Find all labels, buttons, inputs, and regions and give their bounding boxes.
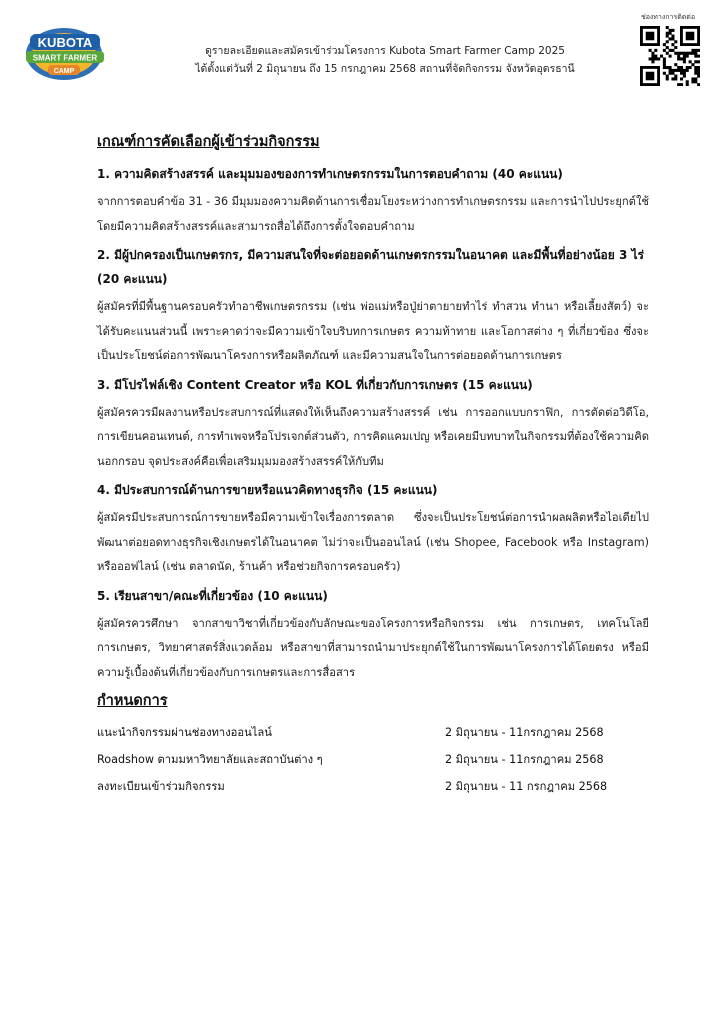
svg-text:KUBOTA: KUBOTA: [37, 35, 93, 50]
criteria-item: [97, 584, 649, 686]
criteria-body: ผู้สมัครมีประสบการณ์การขายหรือมีความเข้าใจเรื่องการตลาด ซึ่งจะเป็นประโยชน์ต่อการนำผลผลิตหรือไอเดียไปพัฒนาต่อยอดทางธุรกิจเชิงเกษตรได้ในอนาคต ไม่ว่าจะเป็นออนไลน์ (เช่น Shopee, Facebook หรือ Instagram) หรือออฟไลน์ (เช่น ตลาดนัด, ร้านค้า หรือช่วยกิจการครอบครัว): [97, 511, 649, 573]
svg-text:CAMP: CAMP: [53, 68, 75, 75]
criteria-heading: 4. มีประสบการณ์ด้านการขายหรือแนวคิดทางธุรกิจ (15 คะแนน): [97, 483, 438, 497]
criteria-body: ผู้สมัครที่มีพื้นฐานครอบครัวทำอาชีพเกษตรกรรม (เช่น พ่อแม่หรือปู่ย่าตายายทำไร่ ทำสวน ทำนา หรือเลี้ยงสัตว์) จะได้รับคะแนนส่วนนี้ เพราะคาดว่าจะมีความเข้าใจบริบทการเกษตร ความท้าทาย และโอกาสต่าง ๆ ที่เกี่ยวข้อง ซึ่งจะเป็นประโยชน์ต่อการพัฒนาโครงการหรือผลิตภัณฑ์ และมีความสนใจในการต่อยอดด้านการเกษตร: [97, 300, 649, 362]
criteria-heading: 2. มีผู้ปกครองเป็นเกษตรกร, มีความสนใจที่จะต่อยอดด้านเกษตรกรรมในอนาคต และมีพื้นที่อย่างน้อย 3 ไร่ (20 คะแนน): [97, 248, 644, 286]
header-line-2: ได้ตั้งแต่วันที่ 2 มิถุนายน ถึง 15 กรกฎาคม 2568 สถานที่จัดกิจกรรม จังหวัดอุดรธานี: [195, 63, 575, 75]
criteria-item: [97, 243, 649, 369]
criteria-body: ผู้สมัครควรมีผลงานหรือประสบการณ์ที่แสดงให้เห็นถึงความสร้างสรรค์ เช่น การออกแบบกราฟิก, การตัดต่อวิดีโอ, การเขียนคอนเทนต์, การทำเพจหรือโปรเจกต์ส่วนตัว, การคิดแคมเปญ หรือเคยมีบทบาทในกิจกรรมที่ต้องใช้ความคิดนอกกรอบ จุดประสงค์คือเพื่อเสริมมุมมองสร้างสรรค์ให้กับทีม: [97, 405, 649, 468]
schedule-row: [97, 746, 649, 773]
criteria-body: จากการตอบคำข้อ 31 - 36 มีมุมมองความคิดด้านการเชื่อมโยงระหว่างการทำเกษตรกรรม และการนำไปประยุกต์ใช้โดยมีความคิดสร้างสรรค์และสามารถสื่อได้ถึงการตั้งใจตอบคำถาม: [97, 195, 649, 233]
qr-code-icon[interactable]: [640, 26, 700, 86]
schedule-activity: แนะนำกิจกรรมผ่านช่องทางออนไลน์: [97, 726, 272, 739]
schedule-activity: ลงทะเบียนเข้าร่วมกิจกรรม: [97, 780, 225, 793]
schedule-row: [97, 719, 649, 746]
criteria-heading: 5. เรียนสาขา/คณะที่เกี่ยวข้อง (10 คะแนน): [97, 588, 328, 603]
criteria-body: ผู้สมัครควรศึกษา จากสาขาวิชาที่เกี่ยวข้องกับลักษณะของโครงการหรือกิจกรรม เช่น การเกษตร, เทคโนโลยีการเกษตร, วิทยาศาสตร์สิ่งแวดล้อม หรือสาขาที่สามารถนำมาประยุกต์ใช้ในการพัฒนาโครงการได้โดยตรง หรือมีความรู้เบื้องต้นที่เกี่ยวข้องกับการเกษตรและการสื่อสาร: [97, 616, 649, 679]
criteria-title: เกณฑ์การคัดเลือกผู้เข้าร่วมกิจกรรม: [97, 134, 320, 150]
schedule-date: 2 มิถุนายน - 11กรกฎาคม 2568: [445, 726, 604, 739]
schedule-date: 2 มิถุนายน - 11 กรกฎาคม 2568: [445, 780, 608, 793]
header-info: [150, 42, 620, 78]
kubota-smart-farmer-logo: [22, 20, 140, 86]
qr-label: ช่องทางการติดต่อ: [640, 13, 696, 21]
criteria-item: [97, 162, 649, 239]
criteria-item: [97, 478, 649, 580]
schedule-title: กำหนดการ: [97, 693, 168, 709]
svg-text:SMART FARMER: SMART FARMER: [32, 53, 98, 63]
criteria-heading: 3. มีโปรไฟล์เชิง Content Creator หรือ KOL ที่เกี่ยวกับการเกษตร (15 คะแนน): [97, 377, 533, 392]
criteria-item: [97, 373, 649, 475]
schedule-row: [97, 773, 649, 800]
schedule-date: 2 มิถุนายน - 11กรกฎาคม 2568: [445, 753, 604, 766]
main-content: [97, 130, 649, 800]
schedule-activity: Roadshow ตามมหาวิทยาลัยและสถาบันต่าง ๆ: [97, 753, 323, 766]
criteria-heading: 1. ความคิดสร้างสรรค์ และมุมมองของการทำเกษตรกรรมในการตอบคำถาม (40 คะแนน): [97, 167, 563, 181]
header-line-1: ดูรายละเอียดและสมัครเข้าร่วมโครงการ Kubota Smart Farmer Camp 2025: [205, 45, 565, 57]
